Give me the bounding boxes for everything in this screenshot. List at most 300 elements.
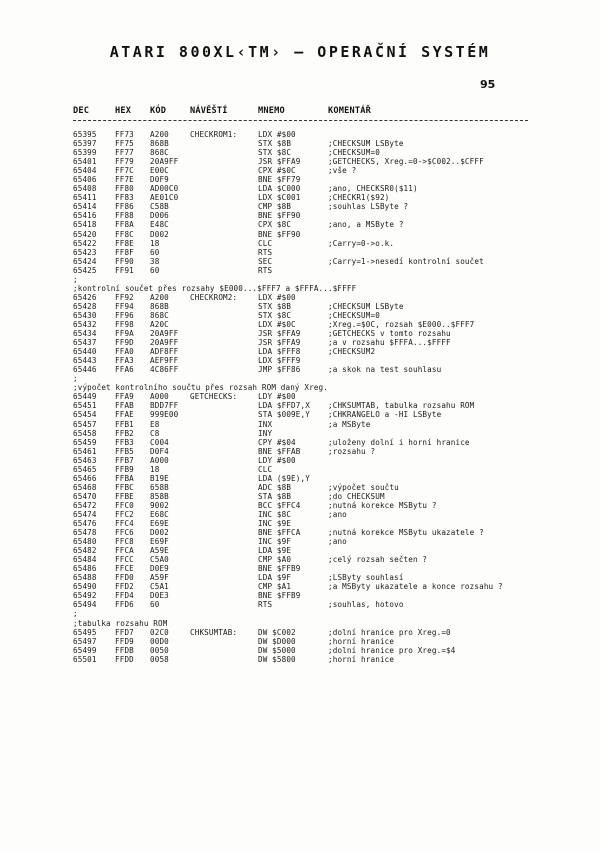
line-mnemonic: BCC $FFC4 (258, 500, 301, 510)
line-dec: 65428 (73, 301, 97, 311)
code-line (0, 211, 600, 220)
page-title: ATARI 800XL‹TM› — OPERAČNÍ SYSTÉM (109, 43, 491, 61)
column-header-dec: DEC (73, 106, 90, 116)
line-dec: 65461 (73, 446, 97, 456)
code-line (0, 573, 600, 582)
code-line (0, 420, 600, 429)
line-code: 60 (150, 265, 160, 275)
line-code: 858B (150, 491, 169, 501)
line-comment: ;horní hranice (328, 654, 395, 664)
line-comment: ;ano (328, 509, 347, 519)
line-comment: ;výpočet součtu (328, 482, 399, 492)
line-mnemonic: INC $9F (258, 537, 292, 547)
line-dec: 65490 (73, 582, 97, 592)
line-hex: FFB7 (115, 455, 134, 465)
line-dec: 65495 (73, 627, 97, 637)
line-hex: FFB2 (115, 428, 134, 438)
line-code: E00C (150, 166, 169, 176)
code-line (0, 347, 600, 356)
line-code: D0E9 (150, 564, 169, 574)
line-code: 02C0 (150, 627, 169, 637)
line-hex: FFDB (115, 645, 134, 655)
line-dec: 65472 (73, 500, 97, 510)
line-comment: ;CHKRANGELO a -HI LSByte (328, 410, 442, 420)
line-comment: ;a MSByty ukazatele a konce rozsahu ? (328, 582, 503, 592)
line-hex: FFD7 (115, 627, 134, 637)
line-hex: FFB1 (115, 419, 134, 429)
line-code: D0E3 (150, 591, 169, 601)
code-line (0, 401, 600, 410)
line-dec: 65468 (73, 482, 97, 492)
line-mnemonic: LDA $C000 (258, 184, 301, 194)
line-code: AD00C0 (150, 184, 179, 194)
code-line (0, 320, 600, 329)
line-mnemonic: STX $8C (258, 148, 292, 158)
line-mnemonic: RTS (258, 600, 273, 610)
line-code: BDD7FF (150, 401, 179, 411)
line-mnemonic: LDA $9F (258, 573, 292, 583)
line-mnemonic: JSR $FFA9 (258, 157, 301, 167)
line-hex: FFD2 (115, 582, 134, 592)
line-mnemonic: BNE $FF90 (258, 211, 301, 221)
line-mnemonic: LDY #$00 (258, 392, 296, 402)
line-mnemonic: CLC (258, 238, 273, 248)
column-header-label: NÁVĚŠTÍ (190, 106, 228, 116)
line-comment: ;CHKSUMTAB, tabulka rozsahu ROM (328, 401, 475, 411)
line-comment: ;a skok na test souhlasu (328, 365, 442, 375)
line-comment: ;GETCHECKS v tomto rozsahu (328, 329, 451, 339)
line-dec: 65492 (73, 591, 97, 601)
line-hex: FFD6 (115, 600, 134, 610)
line-mnemonic: LDA ($9E),Y (258, 473, 310, 483)
line-comment: ;do CHECKSUM (328, 491, 385, 501)
line-mnemonic: CPY #$04 (258, 437, 296, 447)
line-hex: FF7E (115, 175, 134, 185)
line-hex: FF8A (115, 220, 134, 230)
line-mnemonic: RTS (258, 247, 273, 257)
line-hex: FF79 (115, 157, 134, 167)
line-dec: 65501 (73, 654, 97, 664)
code-line (0, 392, 600, 401)
comment-text: ;výpočet kontrolního součtu přes rozsah ROM daný Xreg. (73, 383, 328, 393)
line-hex: FFD9 (115, 636, 134, 646)
line-mnemonic: BNE $FFCA (258, 528, 301, 538)
code-line (0, 429, 600, 438)
line-mnemonic: CLC (258, 464, 273, 474)
comment-line (0, 284, 600, 293)
line-mnemonic: JSR $FFA9 (258, 329, 301, 339)
code-line (0, 465, 600, 474)
code-line (0, 510, 600, 519)
line-dec: 65443 (73, 356, 97, 366)
line-code: 38 (150, 256, 160, 266)
line-dec: 65499 (73, 645, 97, 655)
code-line (0, 600, 600, 609)
code-line (0, 239, 600, 248)
line-code: A200 (150, 292, 169, 302)
line-mnemonic: CMP $A0 (258, 555, 292, 565)
line-dec: 65478 (73, 528, 97, 538)
comment-line (0, 383, 600, 392)
line-mnemonic: LDX $FFF9 (258, 356, 301, 366)
code-line (0, 591, 600, 600)
line-comment: ;a MSByte (328, 419, 371, 429)
code-line (0, 528, 600, 537)
comment-line (0, 275, 600, 284)
code-line (0, 293, 600, 302)
line-hex: FF7C (115, 166, 134, 176)
line-comment: ;ano, a MSByte ? (328, 220, 404, 230)
comment-text: ; (73, 274, 78, 284)
line-hex: FFC4 (115, 519, 134, 529)
code-line (0, 230, 600, 239)
line-hex: FF96 (115, 310, 134, 320)
column-header-hex: HEX (115, 106, 132, 116)
line-hex: FFA6 (115, 365, 134, 375)
line-code: A200 (150, 130, 169, 139)
code-line (0, 546, 600, 555)
line-mnemonic: CMP $8B (258, 202, 292, 212)
line-hex: FFD4 (115, 591, 134, 601)
code-line (0, 202, 600, 211)
code-line (0, 655, 600, 664)
line-comment: ;CHECKSUM LSByte (328, 301, 404, 311)
line-hex: FFA0 (115, 347, 134, 357)
code-line (0, 646, 600, 655)
line-code: 0058 (150, 654, 169, 664)
line-dec: 65395 (73, 130, 97, 139)
code-line (0, 148, 600, 157)
line-dec: 65416 (73, 211, 97, 221)
line-dec: 65459 (73, 437, 97, 447)
line-mnemonic: LDX #$00 (258, 130, 296, 139)
line-dec: 65404 (73, 166, 97, 176)
line-dec: 65454 (73, 410, 97, 420)
line-code: D0F4 (150, 446, 169, 456)
line-code: 999E00 (150, 410, 179, 420)
line-hex: FF86 (115, 202, 134, 212)
line-hex: FFC8 (115, 537, 134, 547)
code-line (0, 257, 600, 266)
line-hex: FFB3 (115, 437, 134, 447)
line-dec: 65420 (73, 229, 97, 239)
code-line (0, 184, 600, 193)
line-hex: FF88 (115, 211, 134, 221)
code-line (0, 175, 600, 184)
line-hex: FFAE (115, 410, 134, 420)
comment-line (0, 619, 600, 628)
line-code: E69F (150, 537, 169, 547)
column-header-comment: KOMENTÁŘ (328, 106, 371, 116)
comment-text: ; (73, 609, 78, 619)
line-code: C8 (150, 428, 160, 438)
code-line (0, 447, 600, 456)
line-mnemonic: INY (258, 428, 273, 438)
line-code: C004 (150, 437, 169, 447)
line-comment: ;souhlas, hotovo (328, 600, 404, 610)
code-line (0, 166, 600, 175)
line-mnemonic: BNE $FFB9 (258, 591, 301, 601)
line-comment: ;CHECKSUM2 (328, 347, 376, 357)
line-comment: ;CHECKSUM=0 (328, 148, 380, 158)
line-dec: 65397 (73, 139, 97, 149)
line-comment: ;Carry=0->o.k. (328, 238, 395, 248)
line-mnemonic: INX (258, 419, 273, 429)
line-mnemonic: STA $8B (258, 491, 292, 501)
line-mnemonic: RTS (258, 265, 273, 275)
code-line (0, 519, 600, 528)
line-hex: FF94 (115, 301, 134, 311)
line-dec: 65406 (73, 175, 97, 185)
code-line (0, 193, 600, 202)
line-dec: 65425 (73, 265, 97, 275)
line-hex: FF90 (115, 256, 134, 266)
line-hex: FFB5 (115, 446, 134, 456)
code-line (0, 456, 600, 465)
line-comment: ;uloženy dolní i horní hranice (328, 437, 470, 447)
line-mnemonic: STX $8B (258, 301, 292, 311)
code-line (0, 564, 600, 573)
line-hex: FFC0 (115, 500, 134, 510)
code-line (0, 410, 600, 419)
line-code: D002 (150, 229, 169, 239)
line-code: 868B (150, 139, 169, 149)
line-code: A20C (150, 319, 169, 329)
line-code: E48C (150, 220, 169, 230)
line-comment: ;celý rozsah sečten ? (328, 555, 428, 565)
line-mnemonic: DW $C002 (258, 627, 296, 637)
line-dec: 65418 (73, 220, 97, 230)
page-number: 95 (480, 78, 496, 91)
line-dec: 65411 (73, 193, 97, 203)
line-code: 20A9FF (150, 157, 179, 167)
line-comment: ;CHECKSUM=0 (328, 310, 380, 320)
line-comment: ;a v rozsahu $FFFA...$FFFF (328, 338, 451, 348)
line-code: 20A9FF (150, 329, 179, 339)
line-hex: FFD0 (115, 573, 134, 583)
line-dec: 65465 (73, 464, 97, 474)
line-mnemonic: LDX $C001 (258, 193, 301, 203)
line-code: 868C (150, 148, 169, 158)
line-mnemonic: LDA $FFD7,X (258, 401, 310, 411)
line-mnemonic: LDX #$00 (258, 292, 296, 302)
line-code: 18 (150, 464, 160, 474)
line-dec: 65437 (73, 338, 97, 348)
line-code: AEF9FF (150, 356, 179, 366)
code-line (0, 537, 600, 546)
line-hex: FF77 (115, 148, 134, 158)
comment-text: ;kontrolní součet přes rozsahy $E000...$FFF7 a $FFFA...$FFFF (73, 283, 357, 293)
code-line (0, 501, 600, 510)
line-dec: 65414 (73, 202, 97, 212)
line-mnemonic: INC $9E (258, 519, 292, 529)
line-dec: 65408 (73, 184, 97, 194)
code-line (0, 628, 600, 637)
line-code: 20A9FF (150, 338, 179, 348)
line-code: B19E (150, 473, 169, 483)
line-code: E68C (150, 509, 169, 519)
comment-text: ;tabulka rozsahu ROM (73, 618, 168, 628)
line-comment: ;CHECKR1($92) (328, 193, 390, 203)
line-code: 4C86FF (150, 365, 179, 375)
line-hex: FF9A (115, 329, 134, 339)
line-hex: FFCC (115, 555, 134, 565)
assembly-listing (0, 130, 600, 664)
line-dec: 65494 (73, 600, 97, 610)
line-dec: 65458 (73, 428, 97, 438)
code-line (0, 220, 600, 229)
line-code: C5A0 (150, 555, 169, 565)
line-code: 60 (150, 247, 160, 257)
code-line (0, 582, 600, 591)
line-mnemonic: SEC (258, 256, 273, 266)
comment-line (0, 609, 600, 618)
code-line (0, 483, 600, 492)
code-line (0, 311, 600, 320)
line-dec: 65497 (73, 636, 97, 646)
line-code: A000 (150, 455, 169, 465)
line-dec: 65480 (73, 537, 97, 547)
line-code: 60 (150, 600, 160, 610)
line-mnemonic: JSR $FFA9 (258, 338, 301, 348)
line-code: A000 (150, 392, 169, 402)
line-mnemonic: LDA $FFF8 (258, 347, 301, 357)
line-dec: 65486 (73, 564, 97, 574)
line-dec: 65457 (73, 419, 97, 429)
line-comment: ;LSByty souhlasí (328, 573, 404, 583)
line-dec: 65440 (73, 347, 97, 357)
line-dec: 65422 (73, 238, 97, 248)
line-comment: ;horní hranice (328, 636, 395, 646)
line-mnemonic: LDX #$0C (258, 319, 296, 329)
code-line (0, 157, 600, 166)
code-line (0, 266, 600, 275)
line-hex: FFBE (115, 491, 134, 501)
line-mnemonic: BNE $FF90 (258, 229, 301, 239)
line-label: GETCHECKS: (190, 392, 238, 402)
line-label: CHKSUMTAB: (190, 627, 238, 637)
code-line (0, 329, 600, 338)
code-line (0, 474, 600, 483)
line-dec: 65449 (73, 392, 97, 402)
comment-line (0, 374, 600, 383)
line-code: 9002 (150, 500, 169, 510)
line-code: 868C (150, 310, 169, 320)
line-comment: ;dolní hranice pro Xreg.=0 (328, 627, 451, 637)
line-hex: FF83 (115, 193, 134, 203)
line-hex: FF75 (115, 139, 134, 149)
line-comment: ;vše ? (328, 166, 357, 176)
line-dec: 65423 (73, 247, 97, 257)
line-dec: 65451 (73, 401, 97, 411)
line-hex: FFA3 (115, 356, 134, 366)
line-comment: ;souhlas LSByte ? (328, 202, 409, 212)
line-mnemonic: INC $8C (258, 509, 292, 519)
line-label: CHECKROM2: (190, 292, 238, 302)
code-line (0, 492, 600, 501)
line-hex: FF73 (115, 130, 134, 139)
line-mnemonic: BNE $FFAB (258, 446, 301, 456)
line-code: D006 (150, 211, 169, 221)
line-dec: 65432 (73, 319, 97, 329)
line-mnemonic: DW $D000 (258, 636, 296, 646)
line-dec: 65426 (73, 292, 97, 302)
line-mnemonic: STX $8C (258, 310, 292, 320)
line-hex: FFCA (115, 546, 134, 556)
line-dec: 65470 (73, 491, 97, 501)
line-hex: FF92 (115, 292, 134, 302)
line-hex: FF8F (115, 247, 134, 257)
line-dec: 65434 (73, 329, 97, 339)
line-comment: ;GETCHECKS, Xreg.=0->$C002..$CFFF (328, 157, 484, 167)
line-code: D002 (150, 528, 169, 538)
code-line (0, 438, 600, 447)
line-code: 868B (150, 301, 169, 311)
line-code: C58B (150, 202, 169, 212)
line-mnemonic: DW $5000 (258, 645, 296, 655)
line-code: C5A1 (150, 582, 169, 592)
line-comment: ;CHECKSUM LSByte (328, 139, 404, 149)
line-dec: 65401 (73, 157, 97, 167)
code-line (0, 555, 600, 564)
line-code: E8 (150, 419, 160, 429)
line-comment: ;ano (328, 537, 347, 547)
line-hex: FFB9 (115, 464, 134, 474)
line-code: 658B (150, 482, 169, 492)
line-mnemonic: STX $8B (258, 139, 292, 149)
line-mnemonic: JMP $FF86 (258, 365, 301, 375)
code-line (0, 338, 600, 347)
line-dec: 65482 (73, 546, 97, 556)
code-line (0, 139, 600, 148)
line-code: E69E (150, 519, 169, 529)
line-comment: ;Xreg.=$0C, rozsah $E000..$FFF7 (328, 319, 475, 329)
line-code: A59E (150, 546, 169, 556)
line-dec: 65446 (73, 365, 97, 375)
line-dec: 65488 (73, 573, 97, 583)
line-mnemonic: CMP $A1 (258, 582, 292, 592)
line-hex: FFA9 (115, 392, 134, 402)
code-line (0, 356, 600, 365)
line-comment: ;dolní hranice pro Xreg.=$4 (328, 645, 456, 655)
line-hex: FF8C (115, 229, 134, 239)
line-mnemonic: CPX $8C (258, 220, 292, 230)
line-dec: 65474 (73, 509, 97, 519)
line-hex: FFCE (115, 564, 134, 574)
line-code: D0F9 (150, 175, 169, 185)
line-dec: 65424 (73, 256, 97, 266)
line-hex: FFC2 (115, 509, 134, 519)
line-hex: FFAB (115, 401, 134, 411)
line-mnemonic: LDA $9E (258, 546, 292, 556)
line-dec: 65466 (73, 473, 97, 483)
header-divider (73, 120, 528, 121)
line-dec: 65430 (73, 310, 97, 320)
line-dec: 65476 (73, 519, 97, 529)
column-header-mnemonic: MNEMO (258, 106, 285, 116)
line-hex: FF98 (115, 319, 134, 329)
line-hex: FFDD (115, 654, 134, 664)
line-mnemonic: LDY #$00 (258, 455, 296, 465)
line-comment: ;nutná korekce MSBytu ukazatele ? (328, 528, 484, 538)
line-code: A59F (150, 573, 169, 583)
code-line (0, 365, 600, 374)
code-line (0, 130, 600, 139)
line-mnemonic: DW $5800 (258, 654, 296, 664)
column-header-code: KÓD (150, 106, 167, 116)
line-code: ADF8FF (150, 347, 179, 357)
line-code: 0050 (150, 645, 169, 655)
